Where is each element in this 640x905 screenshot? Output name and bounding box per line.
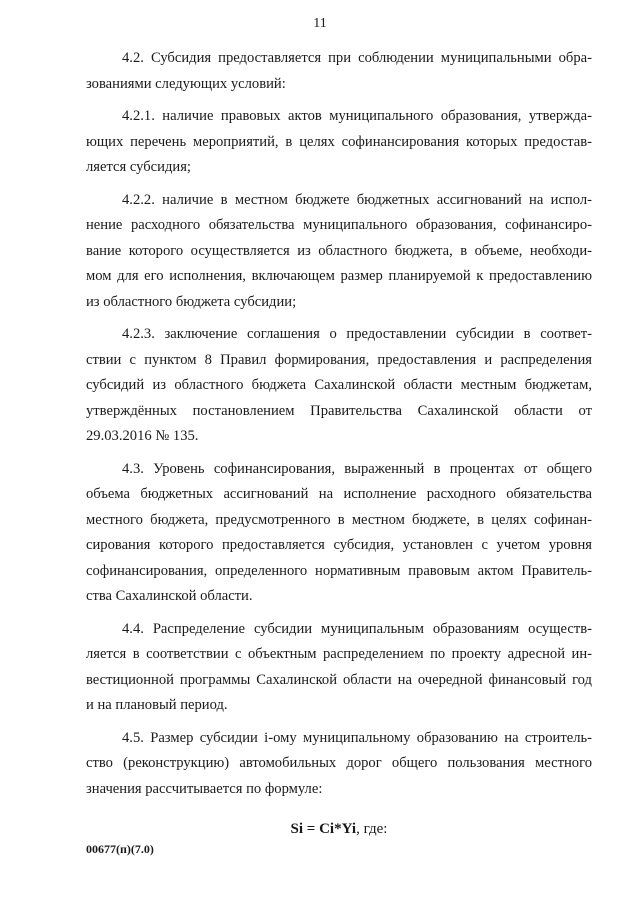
text-line: 4.2. Субсидия предоставляется при соблюдении муниципальными обра- bbox=[122, 50, 592, 66]
document-body bbox=[86, 46, 592, 842]
text-line: мом для его исполнения, включающем размер планируемой к предоставлению bbox=[86, 268, 592, 284]
page-number: 11 bbox=[313, 16, 327, 31]
text-line: из областного бюджета субсидии; bbox=[86, 293, 297, 310]
text-line: ства Сахалинской области. bbox=[86, 588, 253, 604]
text-line: значения рассчитывается по формуле: bbox=[86, 780, 323, 797]
text-line: 4.2.3. заключение соглашения о предоставлении субсидии в соответ- bbox=[122, 326, 592, 342]
text-line: субсидий из областного бюджета Сахалинской области местным бюджетам, bbox=[86, 377, 592, 393]
text-line: объема бюджетных ассигнований на исполнение расходного обязательства bbox=[86, 486, 592, 502]
paragraph-4-2 bbox=[86, 46, 592, 97]
text-line: 29.03.2016 № 135. bbox=[86, 428, 199, 444]
text-line: вание которого осуществляется из областного бюджета, в объеме, необходи- bbox=[86, 242, 592, 259]
document-code: 00677(п)(7.0) bbox=[86, 842, 154, 856]
formula-suffix: , где: bbox=[356, 821, 388, 837]
text-line: и на плановый период. bbox=[86, 697, 228, 713]
text-line: 4.3. Уровень софинансирования, выраженный в процентах от общего bbox=[122, 460, 592, 477]
text-line: ляется в соответствии с объектным распределением по проекту адресной ин- bbox=[86, 646, 592, 662]
text-line: нение расходного обязательства муниципального образования, софинансиро- bbox=[86, 217, 592, 233]
text-line: утверждённых постановлением Правительства Сахалинской области от bbox=[86, 402, 592, 419]
paragraph-4-5 bbox=[86, 726, 592, 803]
text-line: 4.5. Размер субсидии i-ому муниципальному образованию на строитель- bbox=[122, 729, 592, 746]
text-line: софинансирования, определенного нормативным правовым актом Правитель- bbox=[86, 562, 592, 579]
text-line: ство (реконструкцию) автомобильных дорог общего пользования местного bbox=[86, 755, 592, 771]
text-line: ствии с пунктом 8 Правил формирования, предоставления и распределения bbox=[86, 351, 592, 368]
text-line: местного бюджета, предусмотренного в местном бюджете, в целях софинан- bbox=[86, 511, 592, 528]
paragraph-4-3 bbox=[86, 457, 592, 610]
text-line: ляется субсидия; bbox=[86, 159, 191, 175]
paragraph-4-2-3 bbox=[86, 322, 592, 450]
text-line: 4.2.2. наличие в местном бюджете бюджетных ассигнований на испол- bbox=[122, 191, 592, 208]
text-line: ющих перечень мероприятий, в целях софинансирования которых предостав- bbox=[86, 133, 592, 150]
text-line: зованиями следующих условий: bbox=[86, 75, 286, 92]
text-line: 4.4. Распределение субсидии муниципальным образованиям осуществ- bbox=[122, 620, 592, 637]
paragraph-4-2-1 bbox=[86, 104, 592, 181]
paragraph-4-2-2 bbox=[86, 188, 592, 316]
text-line: 4.2.1. наличие правовых актов муниципального образования, утвержда- bbox=[122, 108, 592, 124]
paragraph-4-4 bbox=[86, 617, 592, 719]
text-line: сирования которого предоставляется субсидия, установлен с учетом уровня bbox=[86, 537, 592, 553]
text-line: вестиционной программы Сахалинской области на очередной финансовый год bbox=[86, 671, 592, 688]
formula bbox=[86, 816, 592, 842]
formula-expression: Si = Ci*Yi bbox=[290, 821, 357, 837]
